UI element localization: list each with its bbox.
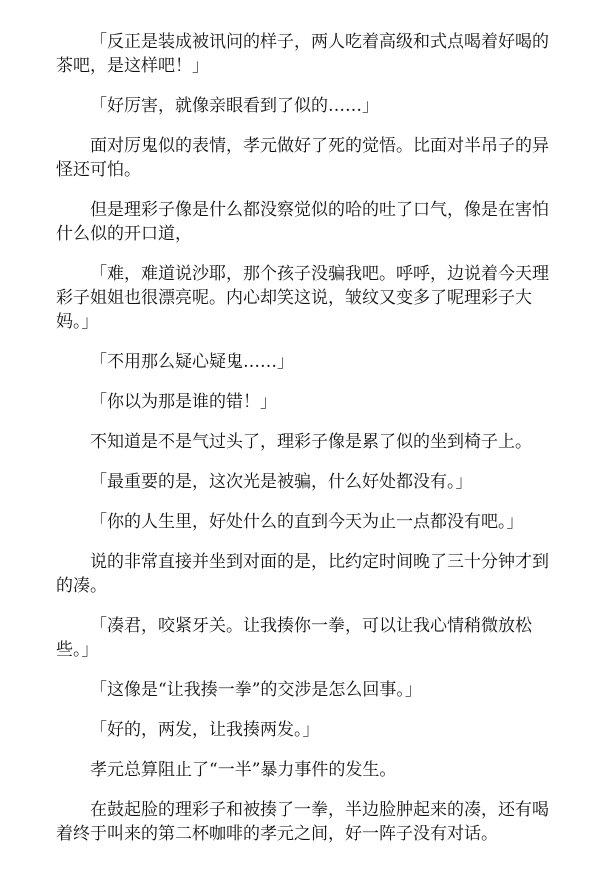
body-text	[56, 30, 564, 862]
paragraph: 「好的，两发，让我揍两发。」	[90, 720, 320, 740]
paragraph: 「凑君，咬紧牙关。让我揍你一拳，可以让我心情稍微放松些。」	[56, 616, 532, 660]
paragraph: 「不用那么疑心疑鬼……」	[90, 352, 294, 372]
paragraph: 但是理彩子像是什么都没察觉似的哈的吐了口气，像是在害怕什么似的开口道，	[56, 200, 549, 244]
paragraph: 面对厉鬼似的表情，孝元做好了死的觉悟。比面对半吊子的异怪还可怕。	[56, 136, 549, 180]
paragraph: 说的非常直接并坐到对面的是，比约定时间晚了三十分钟才到的凑。	[56, 552, 549, 596]
paragraph: 「反正是装成被讯问的样子，两人吃着高级和式点喝着好喝的茶吧，是这样吧！」	[56, 32, 549, 76]
paragraph: 「你的人生里，好处什么的直到今天为止一点都没有吧。」	[90, 512, 524, 532]
paragraph: 「难，难道说沙耶，那个孩子没骗我吧。呼呼，边说着今天理彩子姐姐也很漂亮呢。内心却笑这说，皱纹又变多了呢理彩子大妈。」	[56, 264, 549, 332]
paragraph: 「最重要的是，这次光是被骗，什么好处都没有。」	[90, 472, 473, 492]
paragraph: 「这像是“让我揍一拳”的交涉是怎么回事。」	[90, 680, 422, 700]
paragraph: 在鼓起脸的理彩子和被揍了一拳，半边脸肿起来的凑，还有喝着终于叫来的第二杯咖啡的孝元之间，好一阵子没有对话。	[56, 800, 549, 844]
paragraph: 「好厉害，就像亲眼看到了似的……」	[90, 96, 379, 116]
paragraph: 「你以为那是谁的错！」	[90, 392, 277, 412]
paragraph: 孝元总算阻止了“一半”暴力事件的发生。	[90, 760, 397, 780]
paragraph: 不知道是不是气过头了，理彩子像是累了似的坐到椅子上。	[90, 432, 532, 452]
